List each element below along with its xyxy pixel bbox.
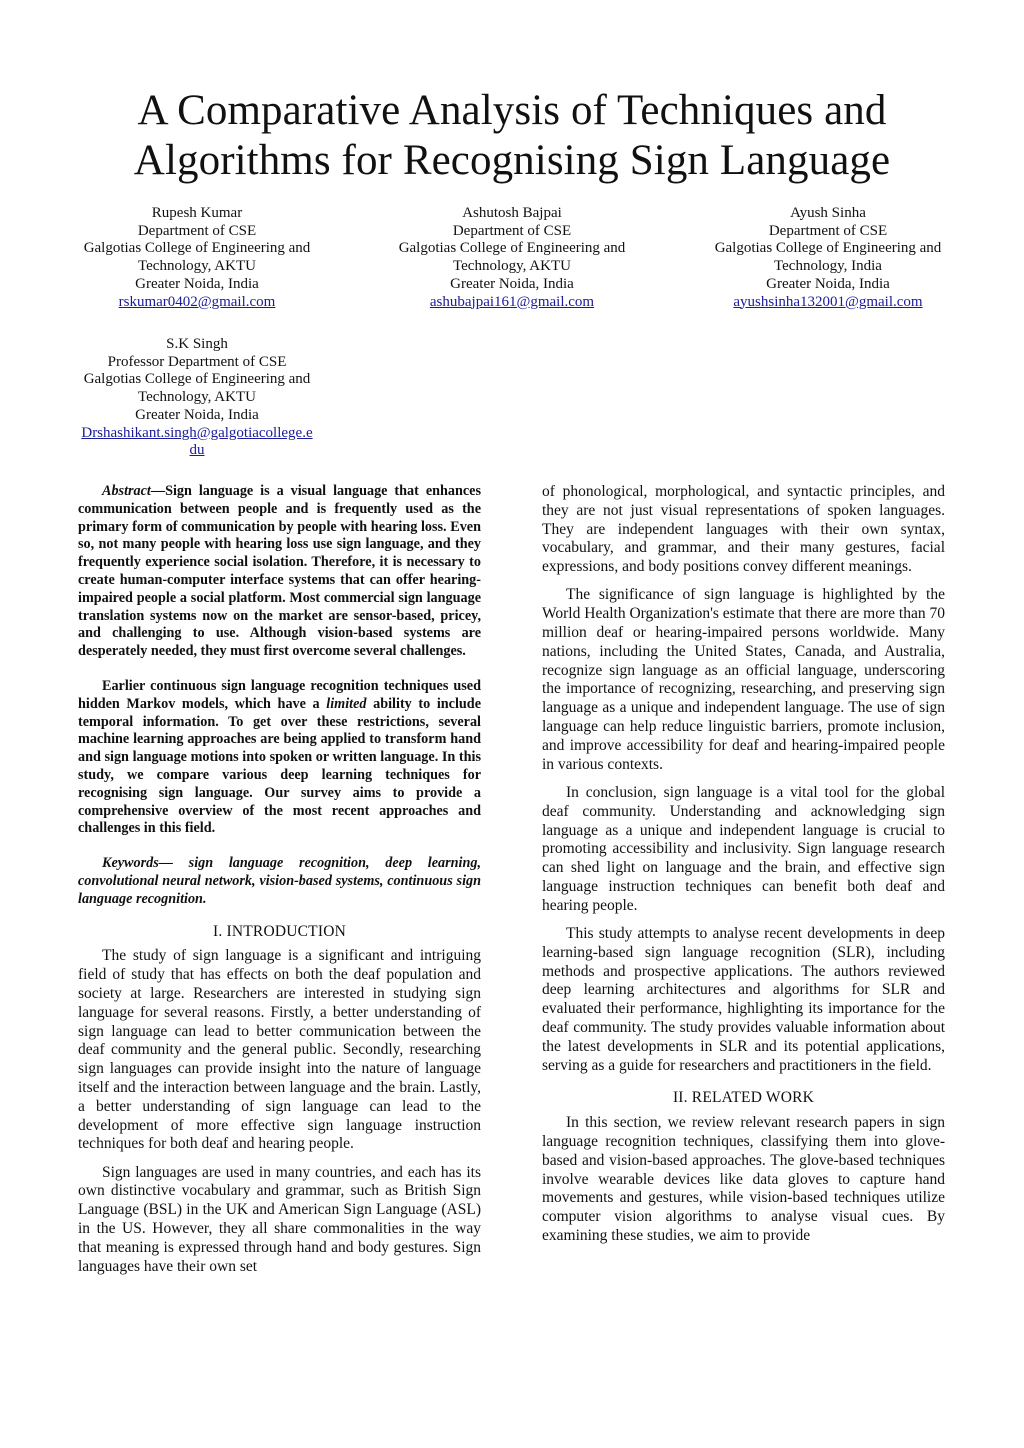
author-email-link[interactable]: Drshashikant.singh@galgotiacollege.e bbox=[81, 424, 313, 441]
author-city: Greater Noida, India bbox=[135, 406, 259, 423]
keywords-paragraph bbox=[78, 855, 481, 908]
author-institution: Galgotias College of Engineering and bbox=[83, 371, 311, 388]
author-email-link[interactable]: ashubajpai161@gmail.com bbox=[429, 293, 595, 310]
abstract-dash: — bbox=[150, 483, 166, 499]
paper-title bbox=[60, 86, 964, 186]
author-institution: Galgotias College of Engineering and bbox=[714, 240, 942, 257]
author-name: Ayush Sinha bbox=[790, 205, 866, 221]
keywords-label: Keywords— bbox=[102, 855, 173, 872]
abstract-text: ability to include temporal information. To get over these restrictions, several machine learning approaches are being applied to transform hand and sign language motions into spoken or written language. In this study, we compare various deep learning techniques for recognising sign language. Our survey aims to provide a comprehensive overview of the most recent approaches and challenges in this field. bbox=[78, 695, 481, 837]
author-institution: Galgotias College of Engineering and bbox=[398, 240, 626, 257]
author-block-2 bbox=[377, 205, 647, 311]
author-city: Greater Noida, India bbox=[450, 275, 574, 292]
author-name: S.K Singh bbox=[166, 336, 228, 352]
author-institution: Technology, AKTU bbox=[138, 389, 256, 406]
title-line-1: A Comparative Analysis of Techniques and bbox=[137, 87, 887, 134]
author-dept: Department of CSE bbox=[137, 222, 257, 239]
author-email-link[interactable]: rskumar0402@gmail.com bbox=[118, 293, 276, 310]
author-institution: Technology, India bbox=[774, 258, 882, 275]
author-block-1 bbox=[62, 205, 332, 311]
body-paragraph: The study of sign language is a significant and intriguing field of study that has effects on both the deaf population and society at large. Researchers are interested in studying sign language for several reasons. Firstly, a better understanding of sign language can lead to better communication between the deaf community and the general public. Secondly, researching sign languages can provide insight into the nature of language itself and the interaction between language and the brain. Lastly, a better understanding of sign language can lead to the development of more effective sign language instruction techniques for both deaf and hearing people. bbox=[78, 947, 481, 1153]
left-column bbox=[78, 483, 481, 1286]
abstract-text: Sign language is a visual language that enhances communication between people and is frequently used as the primary form of communication by people with hearing loss. Even so, not many people with hearing loss use sign language, and they frequently experience social isolation. Therefore, it is necessary to create human-computer interface systems that can offer hearing-impaired people a social platform. Most commercial sign language translation systems now on the market are sensor-based, pricey, and challenging to use. Although vision-based systems are desperately needed, they must first overcome several challenges. bbox=[78, 483, 481, 660]
abstract-paragraph bbox=[78, 483, 481, 661]
body-paragraph: In conclusion, sign language is a vital tool for the global deaf community. Understanding and acknowledging sign language as a unique and independent language is crucial to promoting accessibility and inclusivity. Sign language research can shed light on language and the brain, and effective sign language instruction techniques can benefit both deaf and hearing people. bbox=[542, 783, 945, 914]
author-city: Greater Noida, India bbox=[135, 275, 259, 292]
body-paragraph: The significance of sign language is highlighted by the World Health Organization's estimate that there are more than 70 million deaf or hearing-impaired persons worldwide. Many nations, including the United States, Canada, and Australia, recognize sign language as an official language, underscoring the importance of recognizing, researching, and preserving sign language as a unique and independent language. The use of sign language can help reduce linguistic barriers, promote inclusion, and improve accessibility for deaf and hearing-impaired people in various contexts. bbox=[542, 586, 945, 773]
section-heading-related-work: II. RELATED WORK bbox=[672, 1089, 815, 1107]
author-dept: Professor Department of CSE bbox=[107, 353, 287, 370]
author-block-4 bbox=[62, 336, 332, 460]
author-city: Greater Noida, India bbox=[766, 275, 890, 292]
author-email-link[interactable]: ayushsinha132001@gmail.com bbox=[733, 293, 923, 310]
author-name: Ashutosh Bajpai bbox=[462, 205, 562, 221]
section-heading-introduction: I. INTRODUCTION bbox=[212, 922, 346, 940]
author-institution: Technology, AKTU bbox=[138, 258, 256, 275]
author-dept: Department of CSE bbox=[768, 222, 888, 239]
author-dept: Department of CSE bbox=[452, 222, 572, 239]
right-column bbox=[542, 483, 945, 1255]
keywords-text: sign language recognition, deep learning, convolutional neural network, vision-based systems, continuous sign language recognition. bbox=[78, 855, 481, 907]
body-paragraph: This study attempts to analyse recent developments in deep learning-based sign language recognition (SLR), including methods and prospective applications. The authors reviewed deep learning architectures and algorithms for SLR and evaluated their performance, highlighting its importance for the deaf community. The study provides valuable information about the latest developments in SLR and its potential applications, serving as a guide for researchers and practitioners in the field. bbox=[542, 925, 945, 1074]
author-institution: Technology, AKTU bbox=[453, 258, 571, 275]
abstract-text: Earlier continuous sign language recognition techniques used hidden Markov models, which have a bbox=[78, 677, 481, 712]
abstract-label: Abstract bbox=[102, 483, 151, 499]
abstract-paragraph-2 bbox=[78, 678, 481, 838]
abstract-emphasis: limited bbox=[326, 695, 367, 712]
author-name: Rupesh Kumar bbox=[151, 205, 243, 221]
author-institution: Galgotias College of Engineering and bbox=[83, 240, 311, 257]
body-paragraph: Sign languages are used in many countries, and each has its own distinctive vocabulary and grammar, such as British Sign Language (BSL) in the UK and American Sign Language (ASL) in the US. However, they all share commonalities in the way that meaning is expressed through hand and body gestures. Sign languages have their own set bbox=[78, 1163, 481, 1275]
title-line-2: Algorithms for Recognising Sign Language bbox=[133, 137, 891, 184]
author-email-link-cont[interactable]: du bbox=[189, 442, 205, 459]
body-paragraph: In this section, we review relevant research papers in sign language recognition techniques, classifying them into glove-based and vision-based approaches. The glove-based techniques involve wearable devices like data gloves to capture hand movements and gestures, while vision-based techniques utilize computer vision algorithms to analyse visual cues. By examining these studies, we aim to provide bbox=[542, 1114, 945, 1244]
author-block-3 bbox=[693, 205, 963, 311]
body-paragraph-continued: of phonological, morphological, and syntactic principles, and they are not just visual representations of spoken languages. They are independent languages with their own syntax, vocabulary, and grammar, and their many gestures, facial expressions, and body positions convey different meanings. bbox=[542, 483, 945, 576]
